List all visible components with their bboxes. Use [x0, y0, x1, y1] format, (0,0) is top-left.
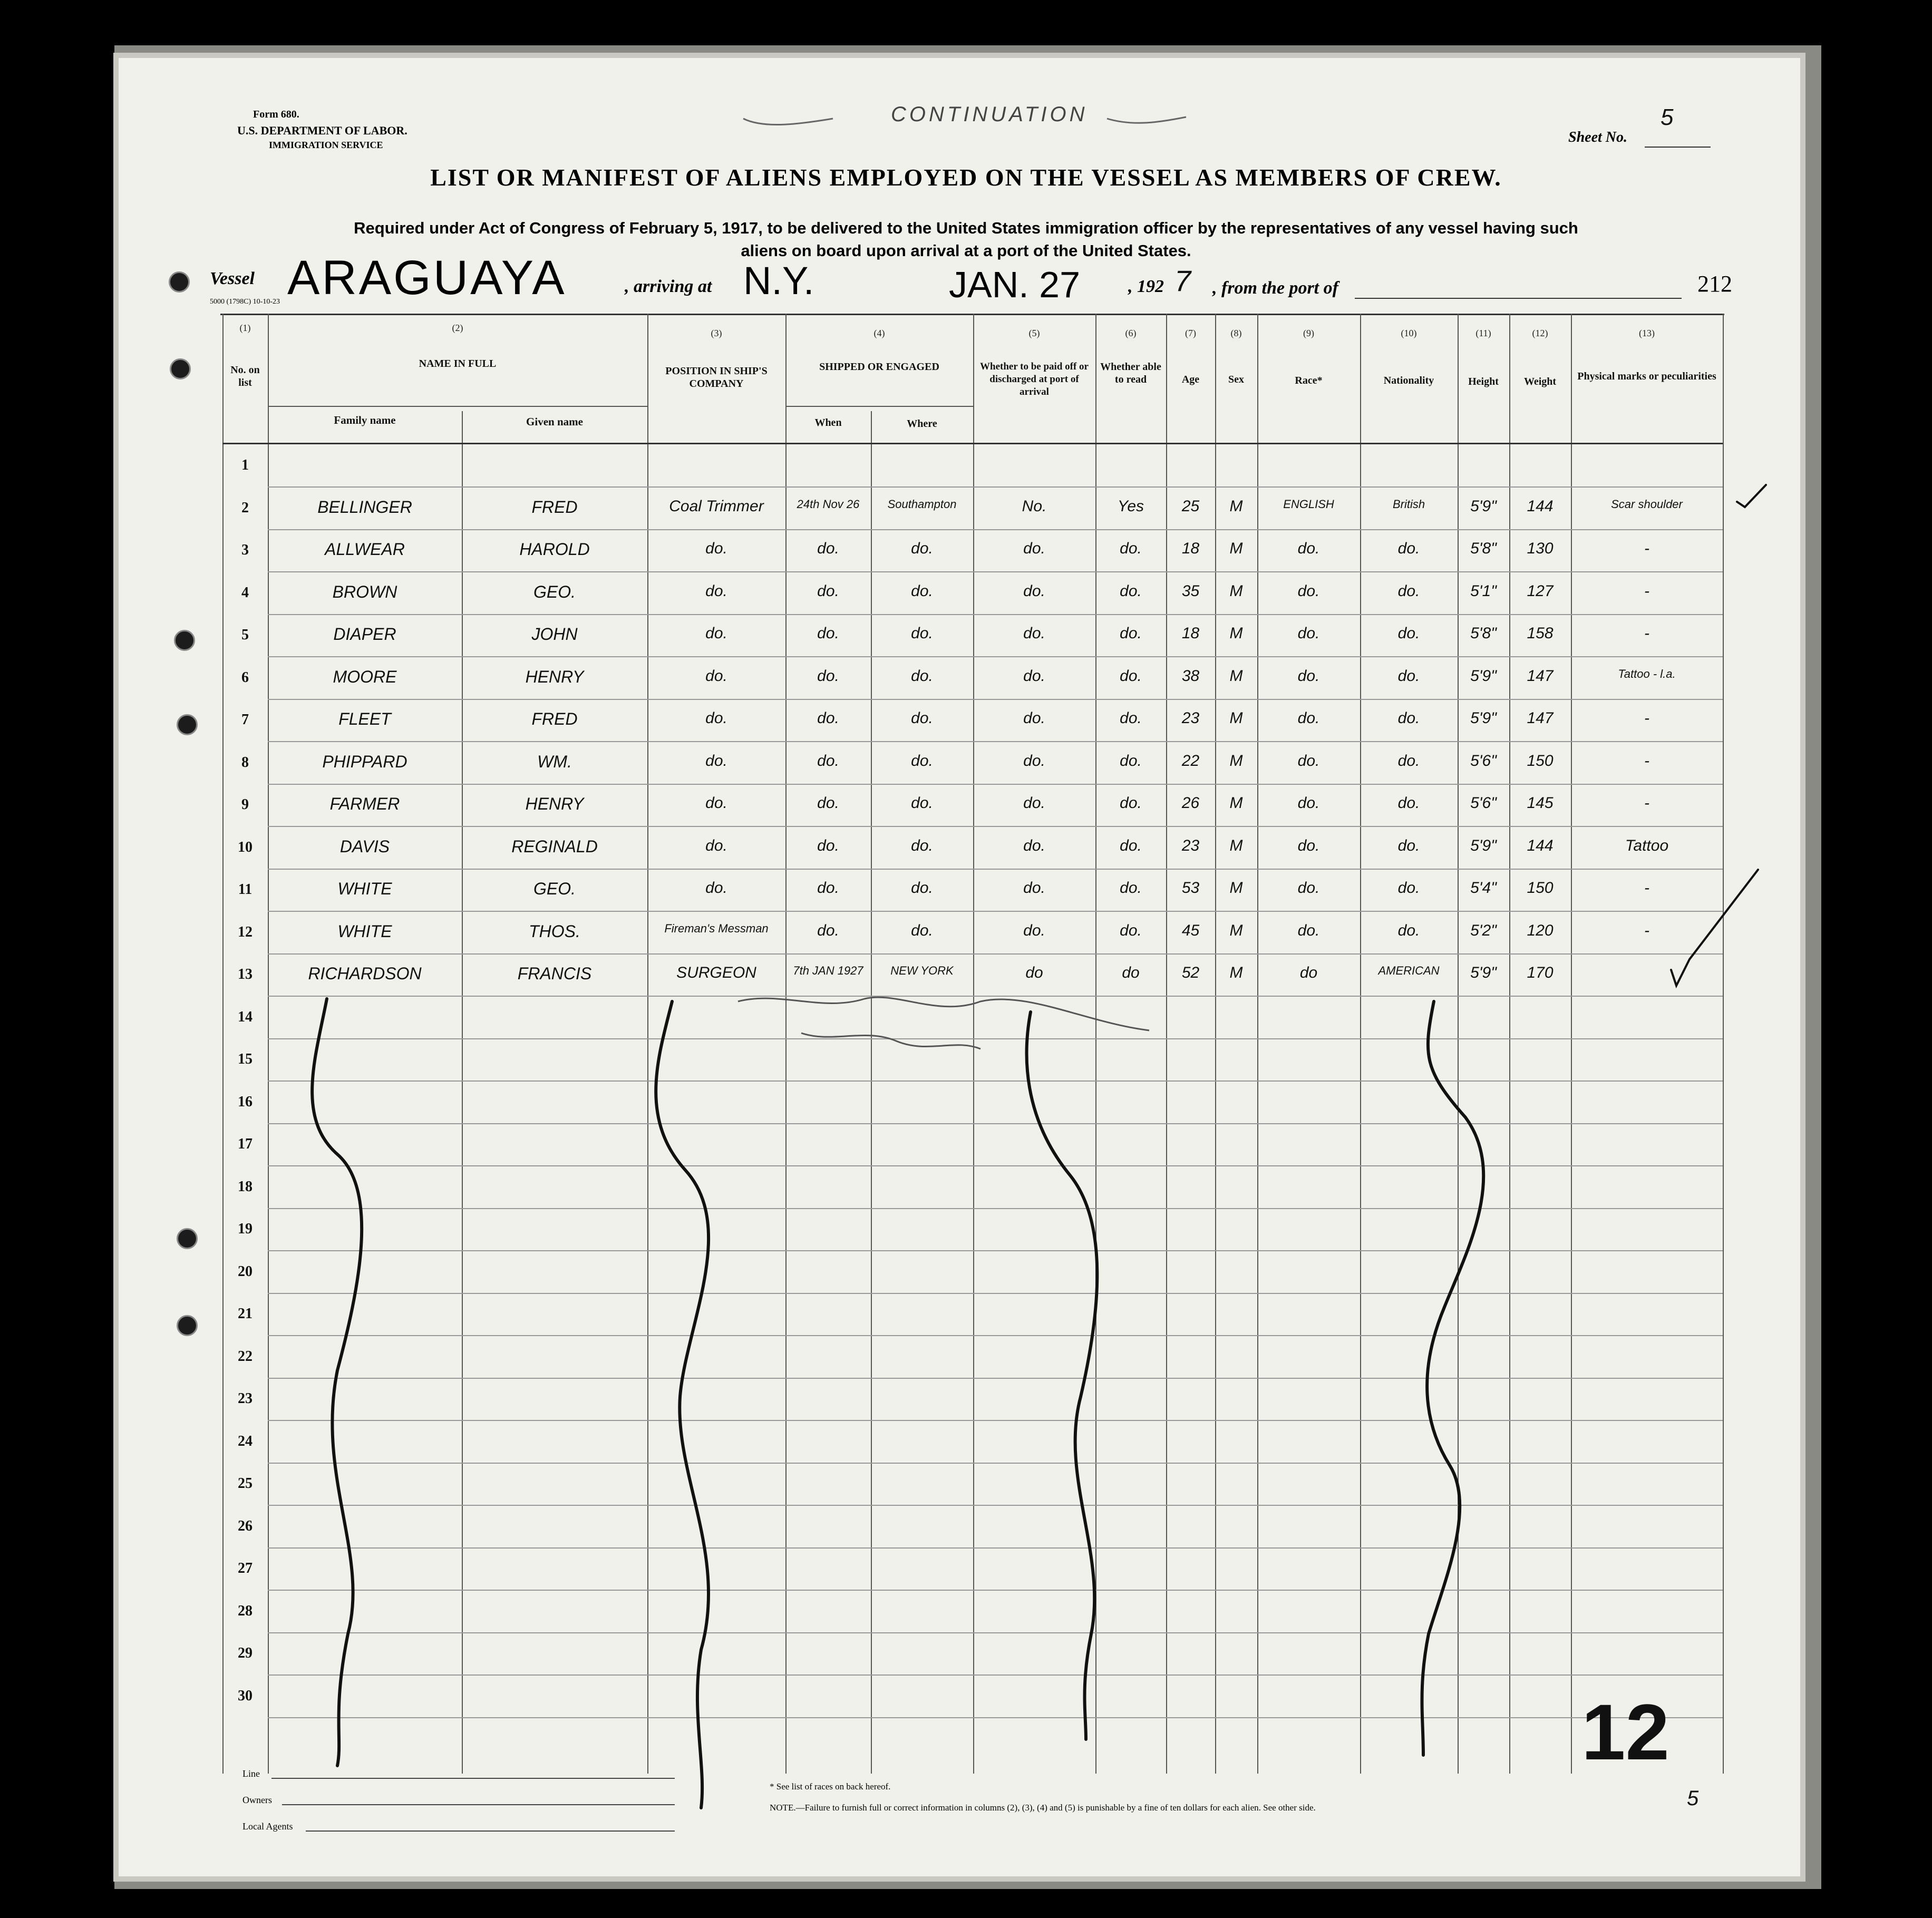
col-header-shipped: SHIPPED OR ENGAGED: [819, 361, 939, 373]
able-to-read: do.: [1120, 794, 1142, 812]
shipped-where: do.: [911, 879, 933, 897]
height: 5'1": [1470, 582, 1497, 600]
height: 5'4": [1470, 879, 1497, 897]
row-number: 11: [238, 881, 253, 898]
shipped-where: do.: [911, 921, 933, 939]
col-header-age: Age: [1181, 374, 1200, 385]
paid-off: do.: [1023, 709, 1045, 727]
nationality: do.: [1397, 794, 1420, 812]
row-number: 5: [241, 627, 249, 643]
row-number: 20: [238, 1263, 253, 1280]
paid-off: do.: [1023, 794, 1045, 812]
sex: M: [1229, 921, 1243, 939]
row-number: 9: [241, 796, 249, 813]
col-header-nationality: Nationality: [1383, 375, 1434, 386]
able-to-read: do.: [1120, 836, 1142, 854]
sex: M: [1229, 582, 1243, 600]
row-number: 17: [238, 1136, 253, 1152]
strike-line-nationality: [1422, 1001, 1484, 1755]
family-name: DAVIS: [339, 836, 390, 856]
col-header-when: When: [814, 417, 842, 429]
weight: 170: [1527, 964, 1554, 981]
nationality: do.: [1397, 667, 1420, 685]
year-label: , 192: [1128, 277, 1164, 296]
signature-scribble: [738, 997, 1149, 1049]
given-name: WM.: [537, 752, 572, 771]
col-header-height: Height: [1468, 376, 1499, 387]
col4-number: (4): [873, 328, 885, 338]
able-to-read: do.: [1120, 752, 1142, 770]
able-to-read: do: [1122, 964, 1140, 981]
page-mark: 12: [1581, 1688, 1669, 1776]
footer-note-races: * See list of races on back hereof.: [770, 1781, 891, 1792]
paid-off: do.: [1023, 879, 1045, 897]
paid-off: do.: [1023, 540, 1045, 557]
row-number: 23: [238, 1390, 253, 1407]
row-number: 24: [238, 1433, 253, 1449]
position: Fireman's Messman: [664, 921, 769, 935]
nationality: do.: [1397, 540, 1420, 557]
sheet-label: Sheet No.: [1568, 129, 1627, 145]
footer-line-label: Line: [242, 1768, 260, 1779]
sex: M: [1229, 497, 1243, 515]
physical-marks: Tattoo: [1625, 836, 1669, 854]
position: do.: [705, 625, 727, 642]
physical-marks: -: [1644, 794, 1649, 812]
col-header-race: Race*: [1295, 375, 1323, 386]
race: ENGLISH: [1283, 497, 1334, 511]
footer-note-penalty: NOTE.—Failure to furnish full or correct information in columns (2), (3), (4) and (5) is punishable by a fine of ten dollars for each alien. See other side.: [770, 1803, 1316, 1813]
shipped-where: do.: [911, 836, 933, 854]
row-number: 2: [241, 499, 249, 516]
row-number: 30: [238, 1687, 253, 1704]
able-to-read: do.: [1120, 921, 1142, 939]
strike-line-paid: [1027, 1012, 1098, 1739]
family-name: RICHARDSON: [308, 964, 422, 983]
race: do.: [1297, 625, 1320, 642]
row-number: 6: [241, 669, 249, 686]
weight: 147: [1527, 709, 1554, 727]
row-number: 3: [241, 542, 249, 558]
shipped-when: 7th JAN 1927: [793, 964, 863, 977]
col13-number: (13): [1639, 328, 1655, 338]
able-to-read: do.: [1120, 667, 1142, 685]
nationality: do.: [1397, 752, 1420, 770]
col9-number: (9): [1303, 328, 1314, 338]
family-name: WHITE: [337, 879, 392, 898]
height: 5'9": [1470, 964, 1497, 981]
continuation-flourish: [743, 117, 1186, 125]
service-label: IMMIGRATION SERVICE: [269, 140, 383, 150]
weight: 150: [1527, 879, 1554, 897]
position: SURGEON: [676, 964, 756, 981]
shipped-where: do.: [911, 709, 933, 727]
shipped-when: do.: [817, 582, 839, 600]
weight: 145: [1527, 794, 1554, 812]
col3-number: (3): [711, 328, 722, 338]
punch-hole: [170, 358, 191, 379]
col-header-name: NAME IN FULL: [419, 358, 497, 369]
given-name: FRED: [531, 497, 578, 517]
vessel-label: Vessel: [210, 269, 255, 288]
given-name: HENRY: [525, 667, 584, 686]
family-name: WHITE: [337, 921, 392, 941]
shipped-where: do.: [911, 667, 933, 685]
continuation-stamp: CONTINUATION: [891, 103, 1088, 126]
paid-off: do.: [1023, 836, 1045, 854]
col-header-read: Whether able to read: [1100, 361, 1161, 385]
family-name: FARMER: [329, 794, 400, 813]
family-name: ALLWEAR: [325, 540, 405, 559]
paid-off: No.: [1022, 497, 1047, 515]
shipped-where: Southampton: [887, 497, 957, 511]
height: 5'6": [1470, 794, 1497, 812]
age: 45: [1181, 921, 1200, 939]
footer-owners-label: Owners: [242, 1795, 272, 1805]
sex: M: [1229, 879, 1243, 897]
shipped-when: do.: [817, 921, 839, 939]
manifest-title: LIST OR MANIFEST OF ALIENS EMPLOYED ON THE VESSEL AS MEMBERS OF CREW.: [430, 164, 1502, 191]
strike-line-position: [656, 1001, 708, 1808]
given-name: JOHN: [531, 625, 578, 644]
physical-marks: -: [1644, 879, 1649, 897]
row-number: 12: [238, 923, 253, 940]
shipped-when: do.: [817, 794, 839, 812]
row-number: 29: [238, 1645, 253, 1661]
position: do.: [705, 794, 727, 812]
col-header-marks: Physical marks or peculiarities: [1577, 371, 1716, 382]
row-number: 26: [238, 1517, 253, 1534]
arriving-port: N.Y.: [743, 259, 814, 303]
col6-number: (6): [1125, 328, 1137, 338]
paid-off: do.: [1023, 921, 1045, 939]
row-number: 21: [238, 1306, 253, 1322]
col-header-weight: Weight: [1523, 376, 1557, 387]
paid-off: do.: [1023, 582, 1045, 600]
shipped-when: do.: [817, 709, 839, 727]
race: do.: [1297, 582, 1320, 600]
department-label: U.S. DEPARTMENT OF LABOR.: [237, 124, 407, 137]
race: do.: [1297, 752, 1320, 770]
able-to-read: Yes: [1117, 497, 1144, 515]
physical-marks: -: [1644, 625, 1649, 642]
row-number: 14: [238, 1008, 253, 1025]
race: do.: [1297, 667, 1320, 685]
row-number: 25: [238, 1475, 253, 1492]
sex: M: [1229, 625, 1243, 642]
race: do: [1299, 964, 1318, 981]
form-number: Form 680.: [253, 109, 299, 120]
nationality: do.: [1397, 921, 1420, 939]
shipped-where: do.: [911, 625, 933, 642]
age: 18: [1181, 625, 1200, 642]
nationality: do.: [1397, 582, 1420, 600]
family-name: DIAPER: [333, 625, 396, 644]
physical-marks: -: [1644, 921, 1649, 939]
vessel-name: ARAGUAYA: [287, 251, 567, 305]
race: do.: [1297, 709, 1320, 727]
col5-number: (5): [1028, 328, 1040, 338]
col7-number: (7): [1185, 328, 1196, 338]
given-name: REGINALD: [511, 836, 598, 856]
col1-number: (1): [239, 323, 251, 333]
shipped-when: do.: [817, 667, 839, 685]
position: do.: [705, 667, 727, 685]
height: 5'9": [1470, 667, 1497, 685]
position: do.: [705, 836, 727, 854]
row-number: 18: [238, 1178, 253, 1195]
race: do.: [1297, 540, 1320, 557]
age: 23: [1181, 709, 1200, 727]
col10-number: (10): [1401, 328, 1417, 338]
weight: 144: [1527, 836, 1554, 854]
given-name: FRANCIS: [517, 964, 592, 983]
row-number: 13: [238, 966, 253, 982]
col8-number: (8): [1230, 328, 1242, 338]
age: 22: [1181, 752, 1200, 770]
sex: M: [1229, 540, 1243, 557]
height: 5'9": [1470, 497, 1497, 515]
nationality: do.: [1397, 836, 1420, 854]
physical-marks: -: [1644, 752, 1649, 770]
able-to-read: do.: [1120, 582, 1142, 600]
age: 26: [1181, 794, 1200, 812]
paid-off: do.: [1023, 667, 1045, 685]
sex: M: [1229, 794, 1243, 812]
page-mark-small: 5: [1687, 1787, 1699, 1810]
check-marks: [1671, 485, 1766, 986]
nationality: do.: [1397, 709, 1420, 727]
nationality: British: [1392, 497, 1425, 511]
subtitle-line-2: aliens on board upon arrival at a port of the United States.: [741, 241, 1191, 260]
row-number: 16: [238, 1093, 253, 1110]
punch-hole: [177, 714, 198, 735]
row-number: 28: [238, 1602, 253, 1619]
weight: 144: [1527, 497, 1554, 515]
col-header-sex: Sex: [1228, 374, 1244, 385]
punch-hole: [177, 1315, 198, 1336]
position: do.: [705, 709, 727, 727]
height: 5'2": [1470, 921, 1497, 939]
age: 53: [1181, 879, 1200, 897]
punch-hole: [174, 630, 195, 651]
given-name: HAROLD: [519, 540, 590, 559]
sex: M: [1229, 709, 1243, 727]
able-to-read: do.: [1120, 625, 1142, 642]
paid-off: do.: [1023, 752, 1045, 770]
shipped-when: do.: [817, 625, 839, 642]
given-name: GEO.: [533, 879, 576, 898]
physical-marks: -: [1644, 540, 1649, 557]
shipped-where: do.: [911, 540, 933, 557]
family-name: BELLINGER: [317, 497, 412, 517]
position: do.: [705, 879, 727, 897]
row-number: 22: [238, 1348, 253, 1365]
weight: 127: [1527, 582, 1554, 600]
print-code: 5000 (1798C) 10-10-23: [210, 298, 280, 306]
position: do.: [705, 752, 727, 770]
age: 38: [1181, 667, 1200, 685]
position: Coal Trimmer: [669, 497, 764, 515]
shipped-when: 24th Nov 26: [797, 497, 860, 511]
row-number: 27: [238, 1560, 253, 1576]
weight: 120: [1527, 921, 1554, 939]
strike-line-name: [312, 999, 362, 1766]
shipped-when: do.: [817, 752, 839, 770]
age: 23: [1181, 836, 1200, 854]
family-name: MOORE: [333, 667, 397, 686]
row-number: 19: [238, 1221, 253, 1237]
weight: 147: [1527, 667, 1554, 685]
height: 5'9": [1470, 709, 1497, 727]
position: do.: [705, 582, 727, 600]
sheet-number: 5: [1661, 104, 1674, 130]
row-number: 10: [238, 839, 253, 855]
age: 52: [1181, 964, 1200, 981]
shipped-where: do.: [911, 794, 933, 812]
height: 5'9": [1470, 836, 1497, 854]
weight: 158: [1527, 625, 1554, 642]
family-name: BROWN: [332, 582, 397, 601]
shipped-where: NEW YORK: [890, 964, 954, 977]
col-header-position: POSITION IN SHIP'S COMPANY: [665, 365, 768, 390]
sex: M: [1229, 752, 1243, 770]
physical-marks: Tattoo - l.a.: [1618, 667, 1676, 680]
physical-marks: -: [1644, 709, 1649, 727]
given-name: THOS.: [529, 921, 580, 941]
paid-off: do: [1025, 964, 1043, 981]
row-number: 15: [238, 1051, 253, 1067]
weight: 150: [1527, 752, 1554, 770]
given-name: HENRY: [525, 794, 584, 813]
col-header-given: Given name: [526, 415, 583, 428]
able-to-read: do.: [1120, 540, 1142, 557]
row-number: 1: [241, 457, 249, 473]
col-header-paid-off: Whether to be paid off or discharged at port of arrival: [980, 361, 1089, 397]
vessel-number: 212: [1697, 271, 1732, 297]
year-digit: 7: [1174, 264, 1191, 297]
family-name: PHIPPARD: [322, 752, 407, 771]
position: do.: [705, 540, 727, 557]
race: do.: [1297, 794, 1320, 812]
arrival-date: JAN. 27: [949, 264, 1080, 305]
shipped-when: do.: [817, 540, 839, 557]
col-header-family: Family name: [334, 414, 396, 426]
sex: M: [1229, 667, 1243, 685]
col12-number: (12): [1532, 328, 1548, 338]
physical-marks: Scar shoulder: [1611, 497, 1683, 511]
family-name: FLEET: [338, 709, 391, 728]
sex: M: [1229, 964, 1243, 981]
shipped-when: do.: [817, 879, 839, 897]
weight: 130: [1527, 540, 1554, 557]
shipped-where: do.: [911, 752, 933, 770]
race: do.: [1297, 879, 1320, 897]
age: 25: [1181, 497, 1200, 515]
nationality: do.: [1397, 625, 1420, 642]
physical-marks: -: [1644, 582, 1649, 600]
col2-number: (2): [452, 323, 463, 333]
subtitle-line-1: Required under Act of Congress of February 5, 1917, to be delivered to the United States immigration officer by the representatives of any vessel having such: [354, 219, 1578, 237]
sex: M: [1229, 836, 1243, 854]
able-to-read: do.: [1120, 879, 1142, 897]
row-number: 8: [241, 754, 249, 771]
age: 35: [1181, 582, 1200, 600]
nationality: AMERICAN: [1378, 964, 1440, 977]
race: do.: [1297, 921, 1320, 939]
punch-hole: [177, 1228, 198, 1249]
height: 5'6": [1470, 752, 1497, 770]
row-number: 4: [241, 584, 249, 601]
nationality: do.: [1397, 879, 1420, 897]
col-header-where: Where: [907, 418, 937, 430]
able-to-read: do.: [1120, 709, 1142, 727]
from-port-label: , from the port of: [1212, 278, 1338, 298]
paid-off: do.: [1023, 625, 1045, 642]
height: 5'8": [1470, 540, 1497, 557]
footer-agents-label: Local Agents: [242, 1821, 293, 1832]
race: do.: [1297, 836, 1320, 854]
height: 5'8": [1470, 625, 1497, 642]
arriving-label: , arriving at: [625, 277, 712, 296]
age: 18: [1181, 540, 1200, 557]
punch-hole: [169, 271, 190, 293]
row-number: 7: [241, 712, 249, 728]
col-header-no: No. on list: [230, 364, 260, 388]
given-name: GEO.: [533, 582, 576, 601]
shipped-where: do.: [911, 582, 933, 600]
shipped-when: do.: [817, 836, 839, 854]
col11-number: (11): [1475, 328, 1491, 338]
given-name: FRED: [531, 709, 578, 728]
